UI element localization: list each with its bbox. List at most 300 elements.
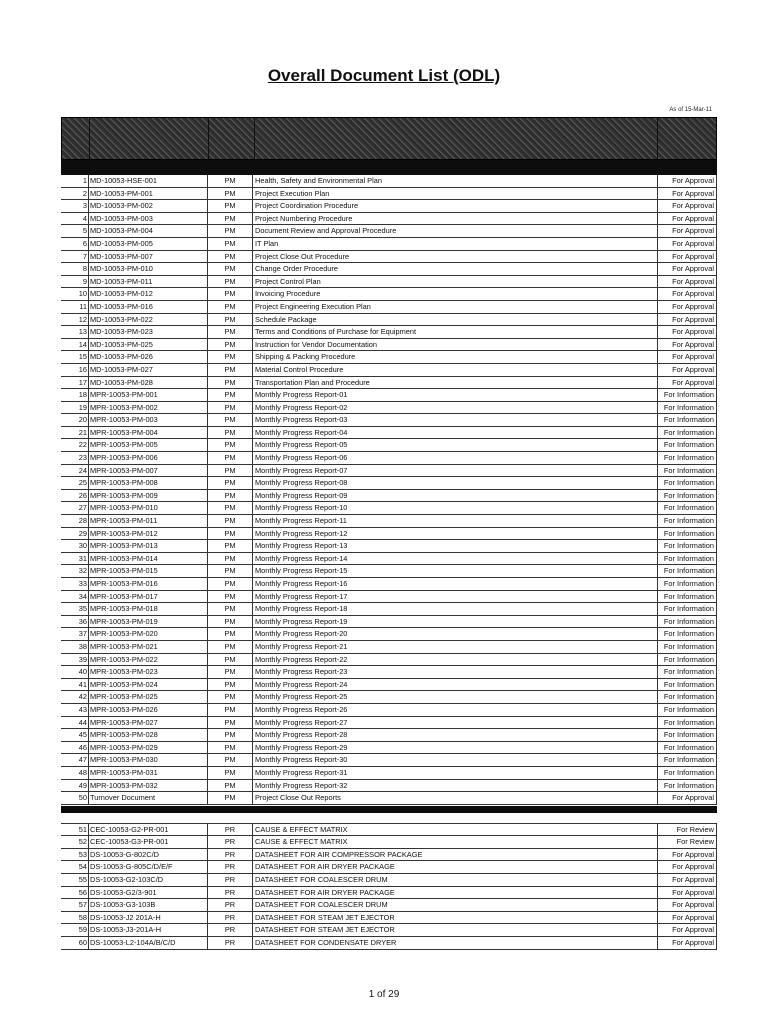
table-row xyxy=(61,899,717,912)
document-number: MPR-10053-PM-026 xyxy=(88,704,208,717)
document-title: Monthly Progress Report-06 xyxy=(253,452,658,465)
document-title: Monthly Progress Report-29 xyxy=(253,742,658,755)
document-number: MPR-10053-PM-009 xyxy=(88,490,208,503)
table-row xyxy=(61,427,717,440)
table-row xyxy=(61,339,717,352)
discipline: PM xyxy=(208,402,253,415)
document-status: For Information xyxy=(658,389,717,402)
document-number: MPR-10053-PM-003 xyxy=(88,414,208,427)
document-title: Monthly Progress Report-25 xyxy=(253,691,658,704)
document-title: Monthly Progress Report-31 xyxy=(253,767,658,780)
document-status: For Information xyxy=(658,477,717,490)
document-status: For Information xyxy=(658,691,717,704)
row-number: 8 xyxy=(61,263,88,276)
discipline: PM xyxy=(208,553,253,566)
document-title: DATASHEET FOR AIR DRYER PACKAGE xyxy=(253,887,658,900)
document-status: For Approval xyxy=(658,887,717,900)
document-title: IT Plan xyxy=(253,238,658,251)
table-row xyxy=(61,465,717,478)
header-col-status xyxy=(658,118,716,159)
document-number: MD-10053-PM-028 xyxy=(88,377,208,390)
discipline: PM xyxy=(208,754,253,767)
document-title: Project Engineering Execution Plan xyxy=(253,301,658,314)
row-number: 37 xyxy=(61,628,88,641)
document-number: MD-10053-PM-001 xyxy=(88,188,208,201)
table-row xyxy=(61,263,717,276)
discipline: PR xyxy=(208,937,253,950)
document-table xyxy=(61,117,717,950)
row-number: 57 xyxy=(61,899,88,912)
table-row xyxy=(61,528,717,541)
section-separator xyxy=(61,806,717,813)
document-title: DATASHEET FOR COALESCER DRUM xyxy=(253,899,658,912)
document-status: For Approval xyxy=(658,849,717,862)
document-status: For Review xyxy=(658,836,717,849)
row-number: 1 xyxy=(61,175,88,188)
table-row xyxy=(61,414,717,427)
document-title: Shipping & Packing Procedure xyxy=(253,351,658,364)
document-status: For Information xyxy=(658,490,717,503)
discipline: PR xyxy=(208,874,253,887)
document-number: MPR-10053-PM-030 xyxy=(88,754,208,767)
document-title: Monthly Progress Report-32 xyxy=(253,780,658,793)
document-status: For Information xyxy=(658,591,717,604)
section-band xyxy=(61,160,717,175)
row-number: 34 xyxy=(61,591,88,604)
document-number: MPR-10053-PM-010 xyxy=(88,502,208,515)
document-status: For Approval xyxy=(658,238,717,251)
row-number: 32 xyxy=(61,565,88,578)
document-number: MPR-10053-PM-011 xyxy=(88,515,208,528)
document-number: MPR-10053-PM-002 xyxy=(88,402,208,415)
document-title: Project Control Plan xyxy=(253,276,658,289)
row-number: 58 xyxy=(61,912,88,925)
document-title: Monthly Progress Report-17 xyxy=(253,591,658,604)
document-status: For Information xyxy=(658,704,717,717)
document-title: Monthly Progress Report-01 xyxy=(253,389,658,402)
row-number: 10 xyxy=(61,288,88,301)
row-number: 47 xyxy=(61,754,88,767)
header-col-discipline xyxy=(209,118,255,159)
document-status: For Review xyxy=(658,824,717,837)
document-status: For Information xyxy=(658,754,717,767)
row-number: 35 xyxy=(61,603,88,616)
document-number: MPR-10053-PM-014 xyxy=(88,553,208,566)
discipline: PR xyxy=(208,849,253,862)
document-number: MPR-10053-PM-019 xyxy=(88,616,208,629)
document-title: Monthly Progress Report-13 xyxy=(253,540,658,553)
row-number: 40 xyxy=(61,666,88,679)
row-number: 52 xyxy=(61,836,88,849)
row-number: 41 xyxy=(61,679,88,692)
discipline: PM xyxy=(208,666,253,679)
row-number: 16 xyxy=(61,364,88,377)
page-title: Overall Document List (ODL) xyxy=(267,66,501,85)
discipline: PM xyxy=(208,276,253,289)
section-spacer xyxy=(61,813,717,824)
table-row xyxy=(61,792,717,805)
discipline: PM xyxy=(208,301,253,314)
table-row xyxy=(61,578,717,591)
row-number: 21 xyxy=(61,427,88,440)
document-status: For Information xyxy=(658,427,717,440)
table-row xyxy=(61,452,717,465)
document-number: MPR-10053-PM-006 xyxy=(88,452,208,465)
row-number: 51 xyxy=(61,824,88,837)
table-row xyxy=(61,767,717,780)
document-number: MPR-10053-PM-021 xyxy=(88,641,208,654)
document-status: For Approval xyxy=(658,377,717,390)
table-body-part2 xyxy=(61,824,717,950)
document-status: For Information xyxy=(658,528,717,541)
table-row xyxy=(61,251,717,264)
document-status: For Approval xyxy=(658,200,717,213)
table-row xyxy=(61,439,717,452)
header-col-number xyxy=(62,118,90,159)
table-row xyxy=(61,874,717,887)
document-title: Monthly Progress Report-24 xyxy=(253,679,658,692)
table-row xyxy=(61,301,717,314)
document-title: DATASHEET FOR AIR COMPRESSOR PACKAGE xyxy=(253,849,658,862)
table-body-part1 xyxy=(61,175,717,805)
header-col-title xyxy=(255,118,659,159)
table-row xyxy=(61,364,717,377)
document-status: For Information xyxy=(658,402,717,415)
table-row xyxy=(61,276,717,289)
document-status: For Information xyxy=(658,540,717,553)
discipline: PM xyxy=(208,767,253,780)
document-number: MD-10053-PM-004 xyxy=(88,225,208,238)
document-number: MD-10053-PM-022 xyxy=(88,314,208,327)
document-number: CEC-10053-G2-PR-001 xyxy=(88,824,208,837)
row-number: 27 xyxy=(61,502,88,515)
discipline: PM xyxy=(208,654,253,667)
discipline: PM xyxy=(208,452,253,465)
document-number: MPR-10053-PM-015 xyxy=(88,565,208,578)
row-number: 46 xyxy=(61,742,88,755)
row-number: 9 xyxy=(61,276,88,289)
document-number: MD-10053-PM-025 xyxy=(88,339,208,352)
discipline: PM xyxy=(208,288,253,301)
document-title: Monthly Progress Report-15 xyxy=(253,565,658,578)
document-title: Monthly Progress Report-22 xyxy=(253,654,658,667)
document-title: Project Close Out Reports xyxy=(253,792,658,805)
document-title: Monthly Progress Report-26 xyxy=(253,704,658,717)
document-title: Project Numbering Procedure xyxy=(253,213,658,226)
row-number: 30 xyxy=(61,540,88,553)
document-title: Material Control Procedure xyxy=(253,364,658,377)
row-number: 31 xyxy=(61,553,88,566)
table-row xyxy=(61,591,717,604)
document-title: Invoicing Procedure xyxy=(253,288,658,301)
table-row xyxy=(61,887,717,900)
table-row xyxy=(61,188,717,201)
document-title: Monthly Progress Report-03 xyxy=(253,414,658,427)
document-number: MD-10053-PM-012 xyxy=(88,288,208,301)
discipline: PM xyxy=(208,238,253,251)
document-title: Project Coordination Procedure xyxy=(253,200,658,213)
discipline: PM xyxy=(208,742,253,755)
discipline: PM xyxy=(208,528,253,541)
document-title: Terms and Conditions of Purchase for Equipment xyxy=(253,326,658,339)
discipline: PM xyxy=(208,616,253,629)
discipline: PM xyxy=(208,490,253,503)
document-status: For Information xyxy=(658,465,717,478)
document-number: MPR-10053-PM-017 xyxy=(88,591,208,604)
discipline: PM xyxy=(208,465,253,478)
document-number: MD-10053-PM-007 xyxy=(88,251,208,264)
document-title: Monthly Progress Report-02 xyxy=(253,402,658,415)
discipline: PM xyxy=(208,578,253,591)
document-title: Monthly Progress Report-14 xyxy=(253,553,658,566)
table-row xyxy=(61,742,717,755)
table-row xyxy=(61,314,717,327)
document-status: For Information xyxy=(658,729,717,742)
document-status: For Approval xyxy=(658,792,717,805)
document-status: For Approval xyxy=(658,326,717,339)
discipline: PR xyxy=(208,887,253,900)
discipline: PM xyxy=(208,515,253,528)
row-number: 2 xyxy=(61,188,88,201)
document-status: For Approval xyxy=(658,175,717,188)
document-number: Turnover Document xyxy=(88,792,208,805)
document-title: Document Review and Approval Procedure xyxy=(253,225,658,238)
document-title: Monthly Progress Report-05 xyxy=(253,439,658,452)
table-row xyxy=(61,377,717,390)
document-status: For Information xyxy=(658,414,717,427)
discipline: PM xyxy=(208,603,253,616)
table-row xyxy=(61,351,717,364)
document-status: For Approval xyxy=(658,188,717,201)
table-row xyxy=(61,213,717,226)
table-row xyxy=(61,225,717,238)
document-number: MPR-10053-PM-031 xyxy=(88,767,208,780)
row-number: 50 xyxy=(61,792,88,805)
document-number: MPR-10053-PM-029 xyxy=(88,742,208,755)
document-status: For Information xyxy=(658,742,717,755)
row-number: 4 xyxy=(61,213,88,226)
document-number: MD-10053-PM-005 xyxy=(88,238,208,251)
table-row xyxy=(61,679,717,692)
document-number: DS-10053-L2-104A/B/C/D xyxy=(88,937,208,950)
document-number: MPR-10053-PM-018 xyxy=(88,603,208,616)
document-status: For Approval xyxy=(658,251,717,264)
document-status: For Approval xyxy=(658,301,717,314)
document-number: CEC-10053-G3-PR-001 xyxy=(88,836,208,849)
document-number: MD-10053-PM-011 xyxy=(88,276,208,289)
document-title: Monthly Progress Report-20 xyxy=(253,628,658,641)
document-status: For Approval xyxy=(658,288,717,301)
discipline: PM xyxy=(208,339,253,352)
table-row xyxy=(61,565,717,578)
document-title: Monthly Progress Report-07 xyxy=(253,465,658,478)
document-title: DATASHEET FOR STEAM JET EJECTOR xyxy=(253,912,658,925)
document-status: For Approval xyxy=(658,263,717,276)
row-number: 48 xyxy=(61,767,88,780)
document-title: DATASHEET FOR AIR DRYER PACKAGE xyxy=(253,861,658,874)
document-title: Change Order Procedure xyxy=(253,263,658,276)
row-number: 43 xyxy=(61,704,88,717)
document-status: For Information xyxy=(658,628,717,641)
document-number: MD-10053-HSE-001 xyxy=(88,175,208,188)
table-row xyxy=(61,540,717,553)
discipline: PM xyxy=(208,414,253,427)
document-status: For Information xyxy=(658,578,717,591)
row-number: 60 xyxy=(61,937,88,950)
document-number: DS-10053-G2-103C/D xyxy=(88,874,208,887)
document-status: For Information xyxy=(658,603,717,616)
document-number: DS-10053-G3-103B xyxy=(88,899,208,912)
document-title: DATASHEET FOR STEAM JET EJECTOR xyxy=(253,924,658,937)
discipline: PR xyxy=(208,899,253,912)
table-row xyxy=(61,175,717,188)
document-title: Project Close Out Procedure xyxy=(253,251,658,264)
document-number: MD-10053-PM-016 xyxy=(88,301,208,314)
discipline: PR xyxy=(208,912,253,925)
document-title: Monthly Progress Report-27 xyxy=(253,717,658,730)
row-number: 24 xyxy=(61,465,88,478)
document-status: For Information xyxy=(658,452,717,465)
document-status: For Information xyxy=(658,666,717,679)
table-row xyxy=(61,937,717,950)
discipline: PM xyxy=(208,704,253,717)
document-status: For Information xyxy=(658,553,717,566)
document-number: MPR-10053-PM-016 xyxy=(88,578,208,591)
row-number: 53 xyxy=(61,849,88,862)
document-title: Schedule Package xyxy=(253,314,658,327)
row-number: 28 xyxy=(61,515,88,528)
discipline: PM xyxy=(208,427,253,440)
page-number: 1 of 29 xyxy=(368,989,400,1000)
row-number: 54 xyxy=(61,861,88,874)
document-status: For Approval xyxy=(658,276,717,289)
document-status: For Information xyxy=(658,515,717,528)
document-number: MD-10053-PM-026 xyxy=(88,351,208,364)
discipline: PM xyxy=(208,188,253,201)
discipline: PM xyxy=(208,351,253,364)
document-number: MPR-10053-PM-004 xyxy=(88,427,208,440)
row-number: 23 xyxy=(61,452,88,465)
document-title: Monthly Progress Report-10 xyxy=(253,502,658,515)
as-of-date: As of 15-Mar-11 xyxy=(669,107,712,113)
document-status: For Approval xyxy=(658,899,717,912)
discipline: PM xyxy=(208,263,253,276)
discipline: PM xyxy=(208,314,253,327)
document-number: MPR-10053-PM-024 xyxy=(88,679,208,692)
document-title: Monthly Progress Report-04 xyxy=(253,427,658,440)
discipline: PM xyxy=(208,641,253,654)
row-number: 36 xyxy=(61,616,88,629)
discipline: PM xyxy=(208,477,253,490)
table-row xyxy=(61,924,717,937)
document-title: Health, Safety and Environmental Plan xyxy=(253,175,658,188)
row-number: 17 xyxy=(61,377,88,390)
document-status: For Approval xyxy=(658,351,717,364)
discipline: PM xyxy=(208,213,253,226)
table-row xyxy=(61,477,717,490)
table-row xyxy=(61,824,717,837)
document-status: For Approval xyxy=(658,225,717,238)
document-title: Monthly Progress Report-08 xyxy=(253,477,658,490)
row-number: 29 xyxy=(61,528,88,541)
discipline: PR xyxy=(208,836,253,849)
row-number: 39 xyxy=(61,654,88,667)
row-number: 11 xyxy=(61,301,88,314)
document-title: Monthly Progress Report-23 xyxy=(253,666,658,679)
document-title: DATASHEET FOR COALESCER DRUM xyxy=(253,874,658,887)
row-number: 6 xyxy=(61,238,88,251)
row-number: 3 xyxy=(61,200,88,213)
document-status: For Approval xyxy=(658,912,717,925)
document-title: CAUSE & EFFECT MATRIX xyxy=(253,836,658,849)
document-number: MPR-10053-PM-020 xyxy=(88,628,208,641)
row-number: 49 xyxy=(61,780,88,793)
table-row xyxy=(61,288,717,301)
document-number: MPR-10053-PM-027 xyxy=(88,717,208,730)
table-header xyxy=(61,117,717,160)
document-title: Monthly Progress Report-12 xyxy=(253,528,658,541)
table-row xyxy=(61,200,717,213)
discipline: PR xyxy=(208,924,253,937)
row-number: 44 xyxy=(61,717,88,730)
discipline: PM xyxy=(208,326,253,339)
table-row xyxy=(61,836,717,849)
discipline: PR xyxy=(208,861,253,874)
table-row xyxy=(61,704,717,717)
document-title: Monthly Progress Report-30 xyxy=(253,754,658,767)
document-status: For Information xyxy=(658,439,717,452)
document-status: For Approval xyxy=(658,861,717,874)
document-title: Project Execution Plan xyxy=(253,188,658,201)
document-number: MD-10053-PM-027 xyxy=(88,364,208,377)
document-status: For Information xyxy=(658,780,717,793)
row-number: 26 xyxy=(61,490,88,503)
document-number: DS-10053-J2 201A-H xyxy=(88,912,208,925)
document-title: Monthly Progress Report-19 xyxy=(253,616,658,629)
row-number: 5 xyxy=(61,225,88,238)
document-status: For Information xyxy=(658,565,717,578)
document-title: Monthly Progress Report-18 xyxy=(253,603,658,616)
document-status: For Approval xyxy=(658,364,717,377)
row-number: 55 xyxy=(61,874,88,887)
discipline: PM xyxy=(208,377,253,390)
table-row xyxy=(61,729,717,742)
discipline: PM xyxy=(208,591,253,604)
table-row xyxy=(61,691,717,704)
document-status: For Approval xyxy=(658,314,717,327)
table-row xyxy=(61,402,717,415)
row-number: 20 xyxy=(61,414,88,427)
row-number: 42 xyxy=(61,691,88,704)
discipline: PM xyxy=(208,565,253,578)
row-number: 12 xyxy=(61,314,88,327)
document-number: MPR-10053-PM-023 xyxy=(88,666,208,679)
row-number: 45 xyxy=(61,729,88,742)
row-number: 22 xyxy=(61,439,88,452)
document-number: MD-10053-PM-023 xyxy=(88,326,208,339)
row-number: 15 xyxy=(61,351,88,364)
document-title: DATASHEET FOR CONDENSATE DRYER xyxy=(253,937,658,950)
document-title: Transportation Plan and Procedure xyxy=(253,377,658,390)
table-row xyxy=(61,389,717,402)
table-row xyxy=(61,912,717,925)
document-status: For Information xyxy=(658,616,717,629)
document-number: MPR-10053-PM-001 xyxy=(88,389,208,402)
document-number: MPR-10053-PM-007 xyxy=(88,465,208,478)
header-col-document-number xyxy=(90,118,209,159)
row-number: 38 xyxy=(61,641,88,654)
row-number: 14 xyxy=(61,339,88,352)
